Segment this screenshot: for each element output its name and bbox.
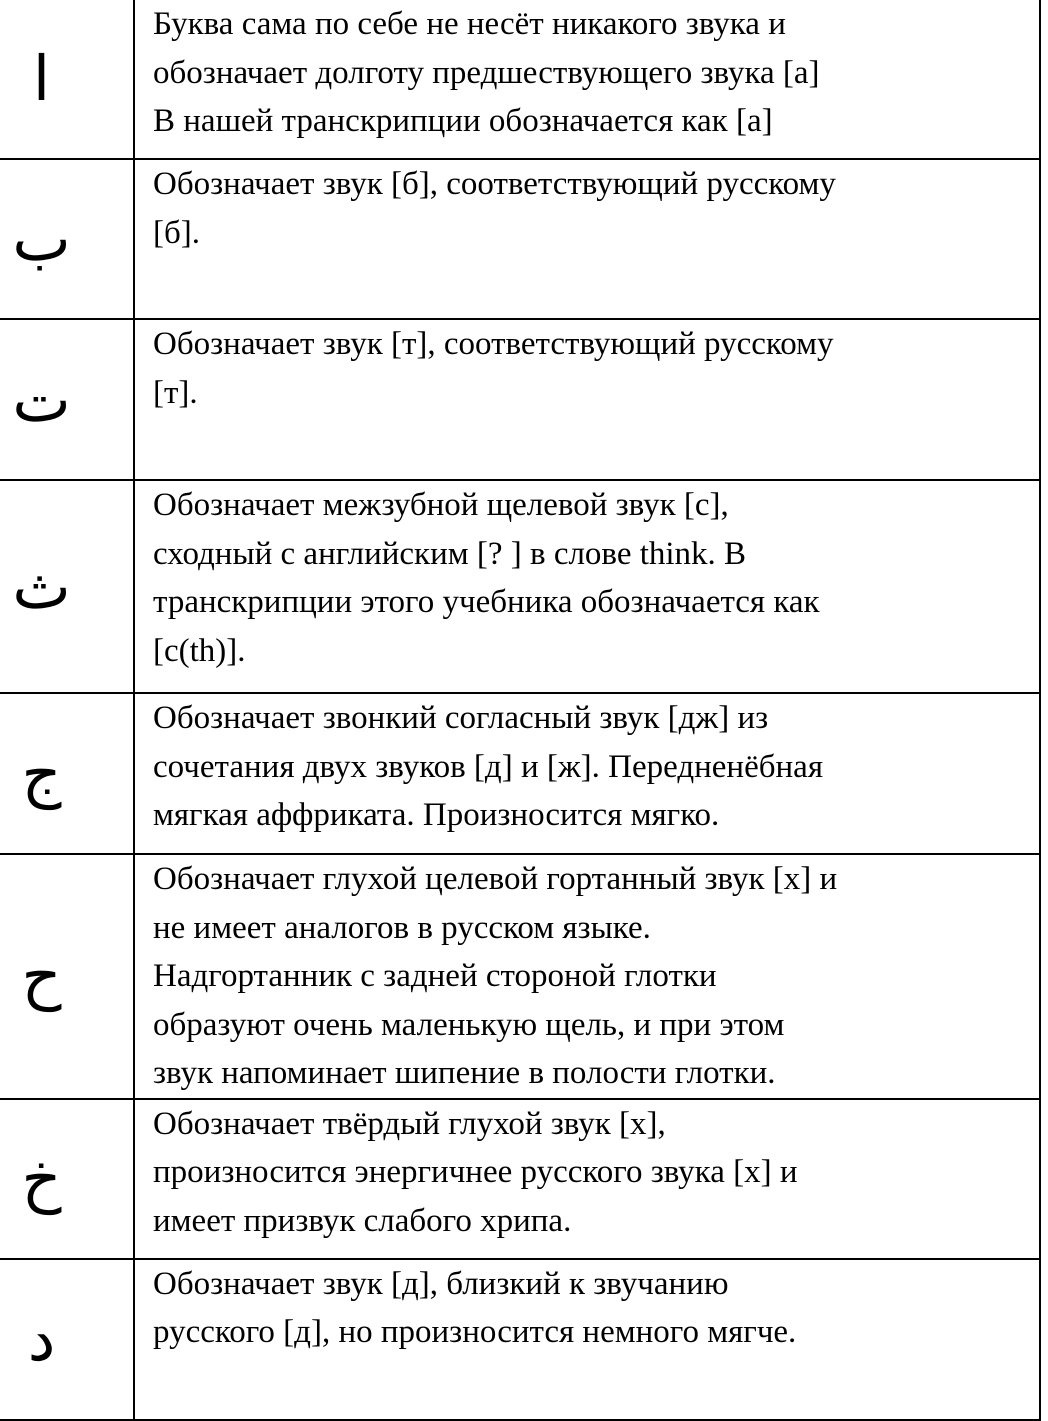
letter-cell	[0, 159, 134, 319]
arabic-letter: خ	[21, 1141, 62, 1215]
arabic-letter: ت	[12, 362, 71, 436]
letter-cell	[0, 693, 134, 854]
table-row	[0, 319, 1040, 480]
letter-description: Обозначает звук [д], близкий к звучанию русского [д], но произносится немного мягче.	[153, 1265, 797, 1350]
letter-description: Обозначает звонкий согласный звук [дж] из сочетания двух звуков [д] и [ж]. Передненёбная мягкая аффриката. Произносится мягко.	[153, 700, 824, 833]
arabic-letter: ح	[21, 939, 62, 1013]
table-row	[0, 854, 1040, 1099]
letter-cell	[0, 319, 134, 480]
table-row	[0, 480, 1040, 693]
description-cell	[134, 480, 1040, 693]
letter-description: Обозначает звук [б], соответствующий русскому [б].	[153, 166, 836, 251]
letter-description: Обозначает межзубной щелевой звук [с], сходный с английским [? ] в слове think. В транскрипции этого учебника обозначается как [с(th)].	[153, 487, 820, 669]
arabic-letter: ب	[12, 202, 71, 275]
table-row	[0, 693, 1040, 854]
description-cell	[134, 0, 1040, 159]
letter-cell	[0, 1099, 134, 1259]
table-row	[0, 1099, 1040, 1259]
arabic-letter: د	[27, 1302, 56, 1375]
letter-description: Обозначает звук [т], соответствующий русскому [т].	[153, 326, 834, 411]
description-cell	[134, 854, 1040, 1099]
table-row	[0, 159, 1040, 319]
table-row	[0, 0, 1040, 159]
letter-description: Обозначает глухой целевой гортанный звук [х] и не имеет аналогов в русском языке. Надгортанник с задней стороной глотки образуют очень маленькую щель, и при этом звук напоминает шипение в полости глотки.	[153, 861, 838, 1091]
description-cell	[134, 319, 1040, 480]
letter-description: Обозначает твёрдый глухой звук [х], произносится энергичнее русского звука [х] и имеет призвук слабого хрипа.	[153, 1105, 798, 1239]
letter-cell	[0, 854, 134, 1099]
description-cell	[134, 1259, 1040, 1420]
letter-cell	[0, 0, 134, 159]
description-cell	[134, 159, 1040, 319]
letter-description: Буква сама по себе не несёт никакого звука и обозначает долготу предшествующего звука [а] В нашей транскрипции обозначается как [а]	[153, 6, 820, 139]
table-row	[0, 1259, 1040, 1420]
letter-cell	[0, 1259, 134, 1420]
description-cell	[134, 1099, 1040, 1259]
arabic-letter: ث	[12, 549, 71, 623]
arabic-letter: ا	[32, 42, 51, 115]
arabic-letter: ج	[21, 736, 62, 810]
letter-cell	[0, 480, 134, 693]
description-cell	[134, 693, 1040, 854]
